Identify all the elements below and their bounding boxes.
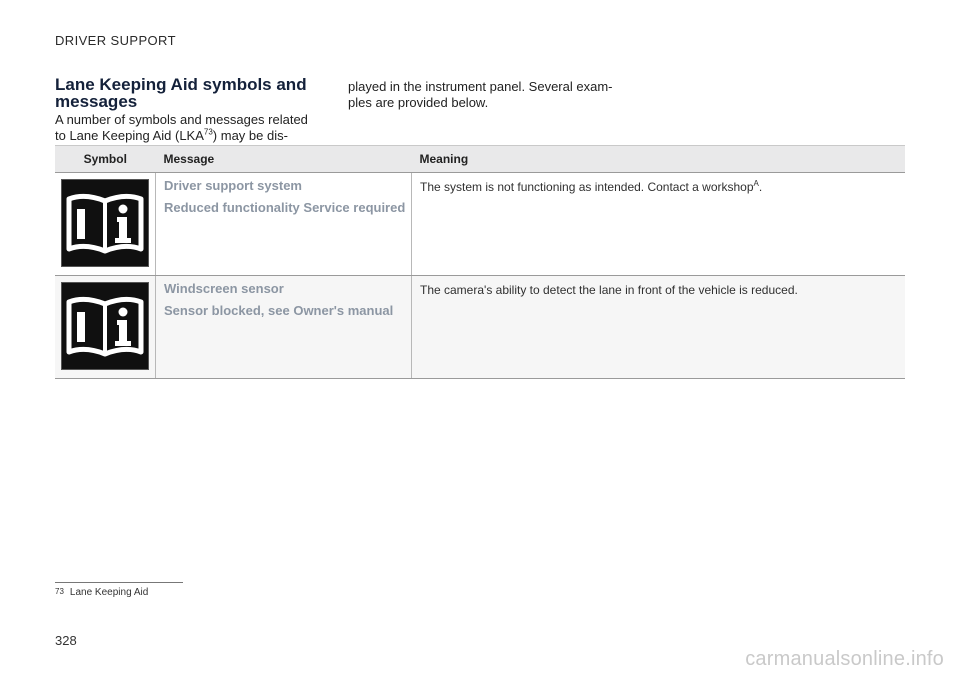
footnote-ref-73[interactable]: 73 <box>203 127 213 137</box>
message-cell <box>156 276 412 379</box>
message-title: Driver support system <box>164 178 302 193</box>
meaning-period: . <box>758 180 763 194</box>
footnote <box>55 587 148 598</box>
message-cell <box>156 173 412 276</box>
intro-text-left-end: ) may be dis- <box>212 128 288 143</box>
watermark: carmanualsonline.info <box>745 648 944 670</box>
section-header: DRIVER SUPPORT <box>55 33 176 48</box>
intro-text-left <box>55 112 320 144</box>
meaning-body: The system is not functioning as intended. Contact a workshop <box>420 180 754 194</box>
page-number: 328 <box>55 633 77 648</box>
message-detail: Reduced functionality Service required <box>164 200 406 215</box>
table-row <box>55 276 905 379</box>
symbol-cell <box>55 173 156 276</box>
meaning-cell <box>412 276 906 379</box>
footnote-ref-a[interactable]: A <box>753 179 759 188</box>
table-row <box>55 173 905 276</box>
message-title: Windscreen sensor <box>164 281 284 296</box>
meaning-text <box>412 173 905 195</box>
footnote-text: Lane Keeping Aid <box>69 587 149 598</box>
header-meaning: Meaning <box>412 146 906 173</box>
symbol-cell <box>55 276 156 379</box>
owners-manual-info-icon <box>61 179 149 267</box>
table-header-row <box>55 146 905 173</box>
meaning-cell <box>412 173 906 276</box>
header-symbol: Symbol <box>55 146 156 173</box>
intro-text-right: played in the instrument panel. Several exam- ples are provided below. <box>348 79 613 110</box>
footnote-divider <box>55 582 183 583</box>
meaning-text: The camera's ability to detect the lane in front of the vehicle is reduced. <box>420 283 798 297</box>
footnote-number: 73 <box>55 587 64 596</box>
message-detail: Sensor blocked, see Owner's manual <box>164 303 394 318</box>
intro-text-left-start: A number of symbols and messages related to Lane Keeping Aid (LKA <box>55 112 308 143</box>
header-message: Message <box>156 146 412 173</box>
owners-manual-info-icon <box>61 282 149 370</box>
symbols-table <box>55 145 905 379</box>
page-title: Lane Keeping Aid symbols and messages <box>55 75 307 111</box>
